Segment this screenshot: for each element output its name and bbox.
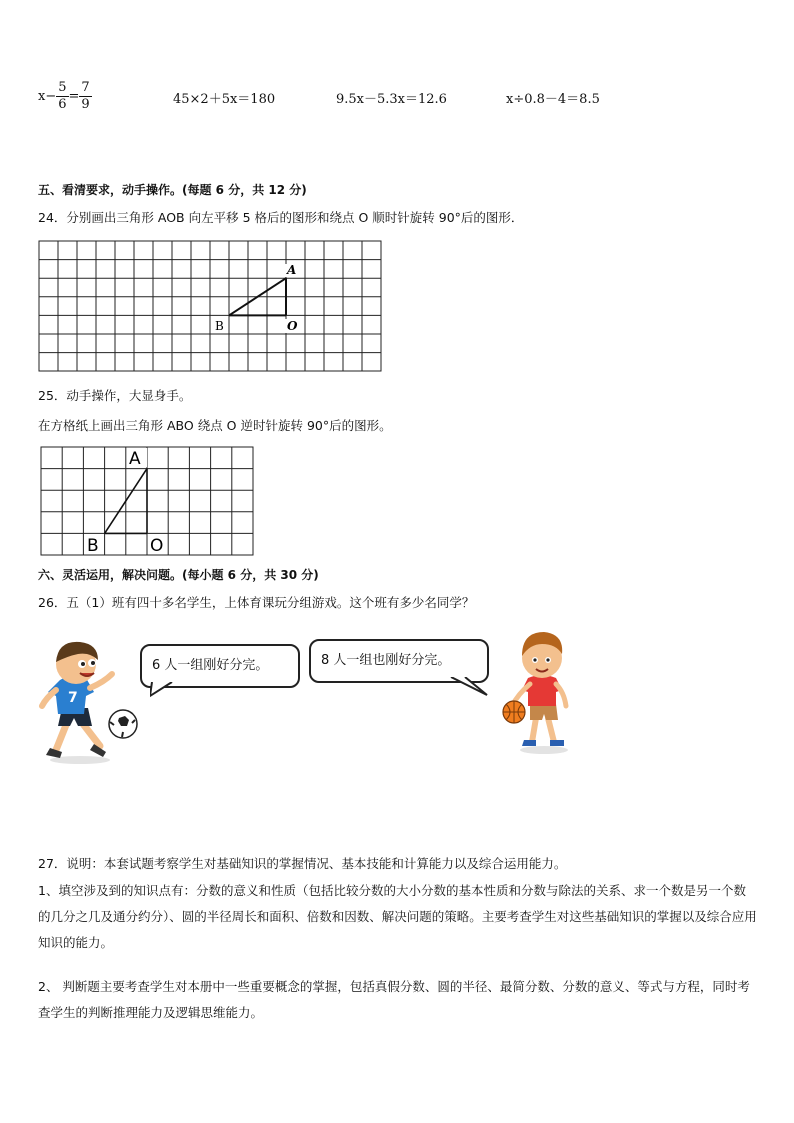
grid2-label-o: O — [150, 536, 164, 556]
bubble-right-text: 8 人一组也刚好分完。 — [321, 653, 451, 668]
equation-4: x÷0.8－4＝8.5 — [506, 92, 600, 107]
equation-3: 9.5x－5.3x＝12.6 — [336, 92, 447, 107]
question-27-item-2: 2、 判断题主要考查学生对本册中一些重要概念的掌握，包括真假分数、圆的半径、最简分数、分数的意义、等式与方程，同时考查学生的判断推理能力及逻辑思维能力。 — [38, 979, 750, 1020]
grid-1 — [38, 240, 383, 374]
equation-2: 45×2＋5x＝180 — [173, 92, 276, 107]
grid1-label-a: A — [287, 263, 297, 277]
grid1-label-o: O — [287, 319, 298, 333]
basketball-kid-illustration — [492, 626, 582, 756]
eq1-prefix: x− — [38, 89, 57, 104]
bubble-left-tail — [150, 682, 180, 698]
eq1-equals: = — [68, 89, 80, 104]
eq1-fraction-2: $\frac{7}{9}$ — [81, 80, 90, 112]
question-26: 26．五（1）班有四十多名学生，上体育课玩分组游戏。这个班有多少名同学？ — [38, 595, 475, 610]
eq1-fraction-1: $\frac{5}{6}$ — [58, 80, 67, 112]
grid2-label-b: B — [87, 536, 99, 556]
grid2-label-a: A — [129, 449, 141, 469]
grid1-label-b: B — [215, 319, 224, 333]
section6-heading: 六、灵活运用，解决问题。(每小题 6 分，共 30 分) — [38, 568, 319, 582]
jersey-number: 7 — [68, 690, 78, 706]
bubble-left-text: 6 人一组刚好分完。 — [152, 658, 269, 673]
speech-bubble-left — [140, 644, 298, 690]
question-25-title: 25．动手操作，大显身手。 — [38, 388, 192, 403]
section5-heading: 五、看清要求，动手操作。(每题 6 分，共 12 分) — [38, 183, 307, 197]
question-24: 24．分别画出三角形 AOB 向左平移 5 格后的图形和绕点 O 顺时针旋转 90°后的图形． — [38, 210, 524, 225]
question-27-intro: 27．说明：本套试题考察学生对基础知识的掌握情况、基本技能和计算能力以及综合运用能力。 — [38, 856, 567, 871]
soccer-kid-illustration — [30, 638, 150, 766]
bubble-right-tail — [449, 677, 489, 697]
equation-1 — [38, 80, 92, 113]
question-25-instruction: 在方格纸上画出三角形 ABO 绕点 O 逆时针旋转 90°后的图形。 — [38, 418, 392, 433]
question-27-item-1: 1、填空涉及到的知识点有：分数的意义和性质（包括比较分数的大小分数的基本性质和分数与除法的关系、求一个数是另一个数的几分之几及通分约分）、圆的半径周长和面积、倍数和因数、解决问题的策略。主要考查学生对这些基础知识的掌握以及综合应用知识的能力。 — [38, 883, 757, 950]
grid-2 — [40, 446, 256, 558]
speech-bubble-right — [309, 639, 489, 697]
